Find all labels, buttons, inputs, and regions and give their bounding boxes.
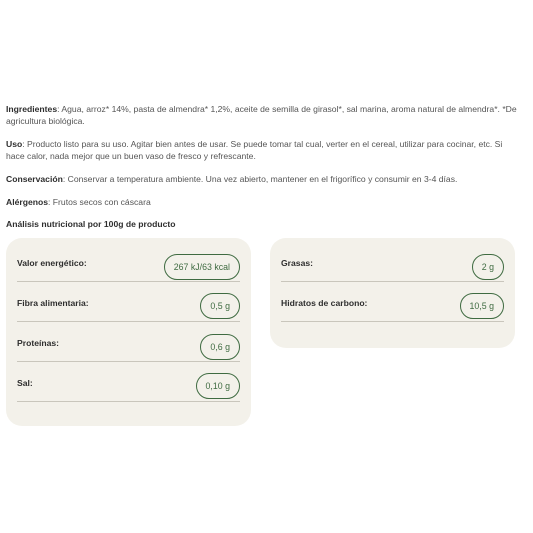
- row-divider: [17, 401, 240, 402]
- storage-text: : Conservar a temperatura ambiente. Una vez abierto, mantener en el frigorífico y consumir en 3-4 días.: [62, 174, 458, 184]
- nutrition-title: Análisis nutricional por 100g de producto: [6, 219, 176, 229]
- nutrient-label: Fibra alimentaria:: [17, 298, 89, 308]
- storage-label: Conservación: [6, 174, 63, 184]
- nutrient-value-badge: 0,5 g: [200, 293, 240, 319]
- storage-paragraph: [6, 173, 521, 185]
- nutrient-value-badge: 267 kJ/63 kcal: [164, 254, 240, 280]
- usage-paragraph: [6, 138, 521, 162]
- ingredients-label: Ingredientes: [6, 104, 58, 114]
- nutrient-label: Sal:: [17, 378, 33, 388]
- nutrition-panel-left: [6, 238, 251, 426]
- nutrition-row: [6, 322, 251, 362]
- nutrition-row: [6, 362, 251, 402]
- nutrient-value-badge: 10,5 g: [460, 293, 504, 319]
- nutrition-panel-right: [270, 238, 515, 348]
- nutrient-label: Proteínas:: [17, 338, 60, 348]
- allergens-text: : Frutos secos con cáscara: [48, 197, 151, 207]
- usage-label: Uso: [6, 139, 23, 149]
- row-divider: [281, 321, 504, 322]
- nutrition-row: [6, 282, 251, 322]
- nutrition-row: [6, 242, 251, 282]
- nutrient-label: Hidratos de carbono:: [281, 298, 368, 308]
- nutrient-value-badge: 0,10 g: [196, 373, 240, 399]
- ingredients-paragraph: [6, 103, 521, 127]
- nutrition-row: [270, 242, 515, 282]
- nutrient-label: Valor energético:: [17, 258, 87, 268]
- allergens-paragraph: [6, 196, 521, 208]
- nutrition-row: [270, 282, 515, 322]
- ingredients-text: : Agua, arroz* 14%, pasta de almendra* 1,2%, aceite de semilla de girasol*, sal marina, aroma natural de almendra*. *De agricultura biológica.: [6, 104, 517, 126]
- nutrient-value-badge: 2 g: [472, 254, 504, 280]
- nutrient-label: Grasas:: [281, 258, 314, 268]
- nutrient-value-badge: 0,6 g: [200, 334, 240, 360]
- usage-text: : Producto listo para su uso. Agitar bien antes de usar. Se puede tomar tal cual, verter en el cereal, utilizar para cocinar, etc. Si hace calor, nada mejor que un buen vaso de fresco y refrescante.: [6, 139, 503, 161]
- allergens-label: Alérgenos: [6, 197, 49, 207]
